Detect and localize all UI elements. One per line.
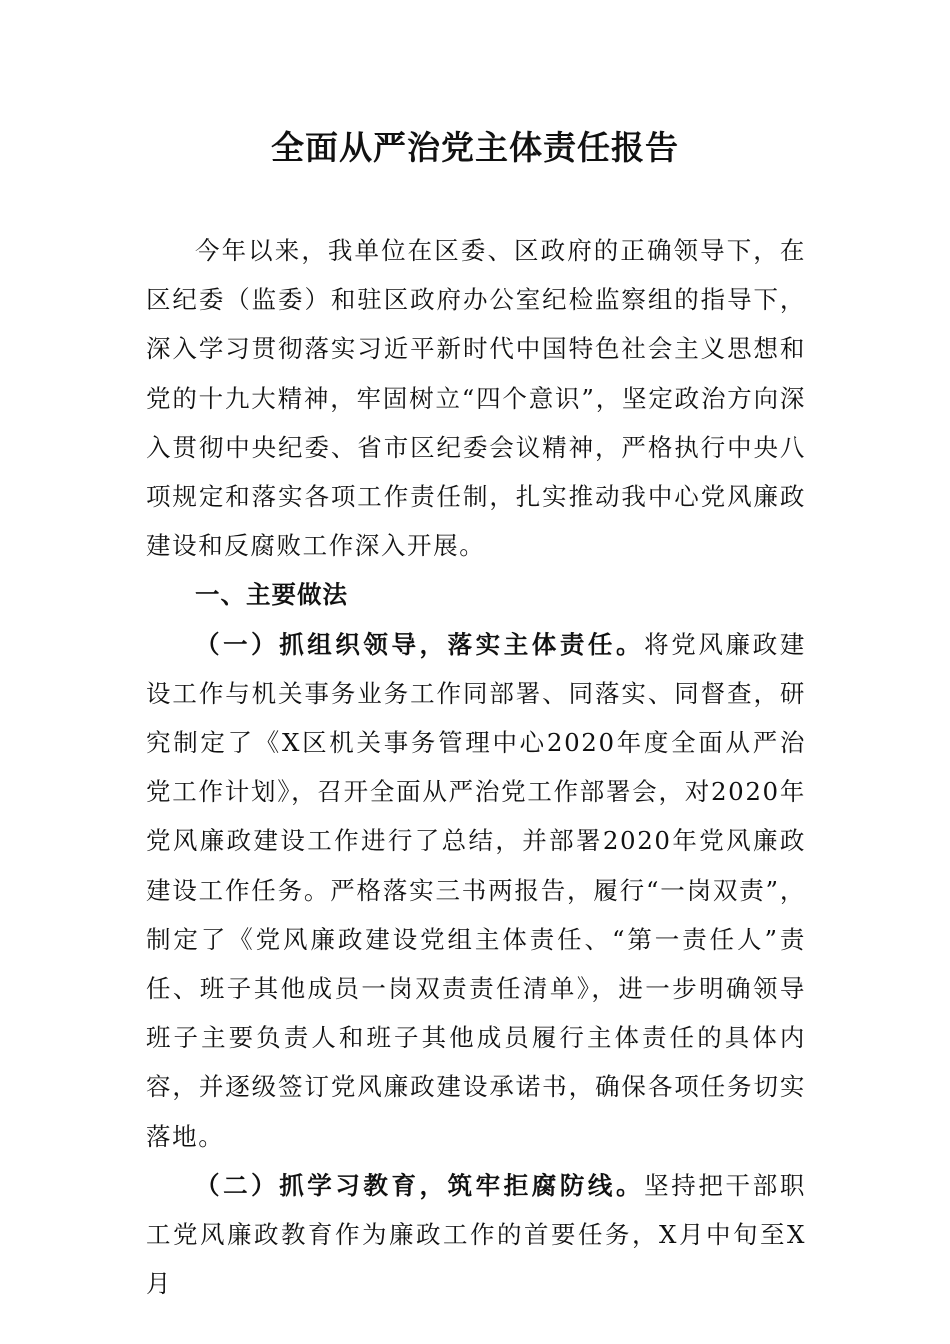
- item-1-lead: （一）抓组织领导，落实主体责任。: [195, 629, 645, 659]
- document-title: 全面从严治党主体责任报告: [271, 128, 679, 167]
- intro-paragraph: 今年以来，我单位在区委、区政府的正确领导下，在区纪委（监委）和驻区政府办公室纪检监察组的指导下，深入学习贯彻落实习近平新时代中国特色社会主义思想和党的十九大精神，牢固树立“四个意识”，坚定政治方向深入贯彻中央纪委、省市区纪委会议精神，严格执行中央八项规定和落实各项工作责任制，扎实推动我中心党风廉政建设和反腐败工作深入开展。: [146, 236, 806, 561]
- document-body: [146, 226, 806, 1308]
- item-1-text: 将党风廉政建设工作与机关事务业务工作同部署、同落实、同督查，研究制定了《X区机关事务管理中心2020年度全面从严治党工作计划》，召开全面从严治党工作部署会，对2020年党风廉政建设工作进行了总结，并部署2020年党风廉政建设工作任务。严格落实三书两报告，履行“一岗双责”，制定了《党风廉政建设党组主体责任、“第一责任人”责任、班子其他成员一岗双责责任清单》，进一步明确领导班子主要负责人和班子其他成员履行主体责任的具体内容，并逐级签订党风廉政建设承诺书，确保各项任务切实落地。: [146, 629, 806, 1151]
- item-2-lead: （二）抓学习教育，筑牢拒腐防线。: [195, 1170, 645, 1200]
- paragraph-item-2: [146, 1161, 806, 1309]
- section-heading: 一、主要做法: [195, 580, 348, 610]
- paragraph-item-1: [146, 620, 806, 1161]
- item-2-text: 坚持把干部职工党风廉政教育作为廉政工作的首要任务，X月中旬至X月: [146, 1170, 806, 1299]
